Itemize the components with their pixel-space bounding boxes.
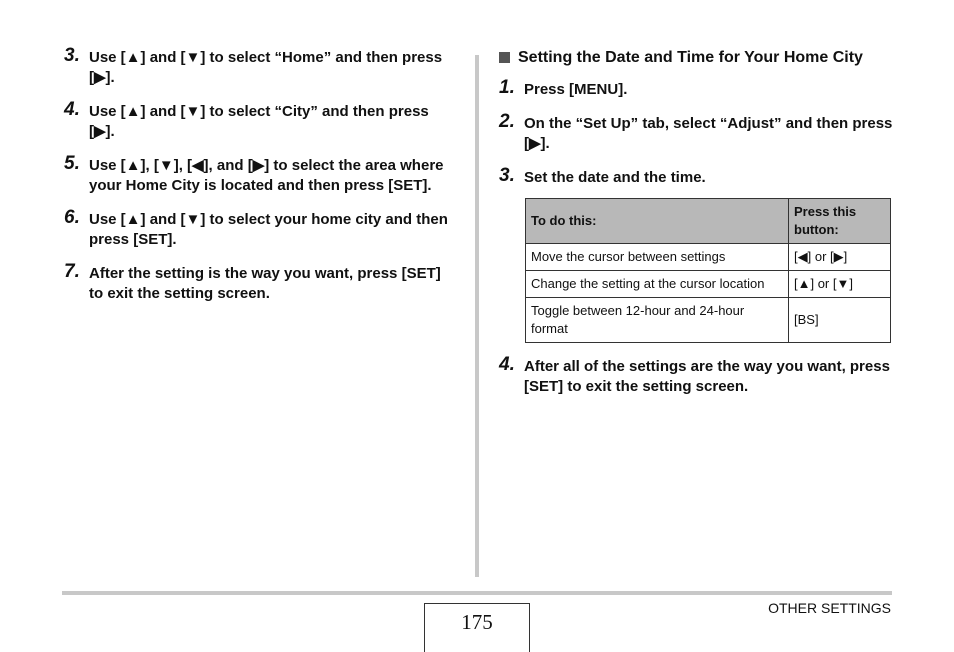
section-title: Setting the Date and Time for Your Home City (518, 49, 863, 66)
step-number: 1. (499, 77, 515, 98)
step-number: 7. (64, 261, 80, 282)
step-4-exit (499, 354, 894, 397)
step-text: After the setting is the way you want, press [SET] to exit the setting screen. (89, 265, 441, 302)
square-bullet-icon (499, 52, 510, 63)
step-4-city (64, 99, 454, 142)
section-heading (499, 48, 894, 68)
right-column (499, 48, 894, 411)
step-number: 4. (64, 99, 80, 120)
step-3-set-date (499, 165, 894, 188)
table-row (526, 298, 891, 343)
table-cell: Change the setting at the cursor location (526, 271, 789, 298)
step-text: Use [▲], [▼], [◀], and [▶] to select the area where your Home City is located and then press [SET]. (89, 157, 444, 194)
footer-rule (62, 591, 892, 595)
step-text: Use [▲] and [▼] to select your home city and then press [SET]. (89, 211, 448, 248)
column-divider (475, 55, 479, 577)
step-6-home-city (64, 207, 454, 250)
step-5-area (64, 153, 454, 196)
table-header-row (526, 199, 891, 244)
step-number: 2. (499, 111, 515, 132)
step-7-exit (64, 261, 454, 304)
step-text: After all of the settings are the way you want, press [SET] to exit the setting screen. (524, 358, 890, 395)
table-header: To do this: (526, 199, 789, 244)
table-cell: Move the cursor between settings (526, 244, 789, 271)
table-cell: [◀] or [▶] (789, 244, 891, 271)
step-1-menu (499, 77, 894, 100)
step-3-home (64, 45, 454, 88)
step-number: 3. (64, 45, 80, 66)
table-row (526, 271, 891, 298)
step-text: Press [MENU]. (524, 81, 628, 98)
section-footer-label: OTHER SETTINGS (768, 600, 891, 616)
step-number: 5. (64, 153, 80, 174)
step-text: On the “Set Up” tab, select “Adjust” and then press [▶]. (524, 115, 893, 152)
step-text: Use [▲] and [▼] to select “City” and then press [▶]. (89, 103, 429, 140)
table-header: Press this button: (789, 199, 891, 244)
page-number: 175 (461, 610, 493, 634)
table-cell: Toggle between 12-hour and 24-hour format (526, 298, 789, 343)
step-text: Use [▲] and [▼] to select “Home” and then press [▶]. (89, 49, 443, 86)
left-column (64, 45, 454, 318)
step-number: 3. (499, 165, 515, 186)
step-number: 4. (499, 354, 515, 375)
button-reference-table (525, 198, 891, 343)
table-row (526, 244, 891, 271)
table-cell: [BS] (789, 298, 891, 343)
page-number-box (424, 603, 530, 652)
step-text: Set the date and the time. (524, 169, 706, 186)
table-cell: [▲] or [▼] (789, 271, 891, 298)
step-number: 6. (64, 207, 80, 228)
step-2-adjust (499, 111, 894, 154)
